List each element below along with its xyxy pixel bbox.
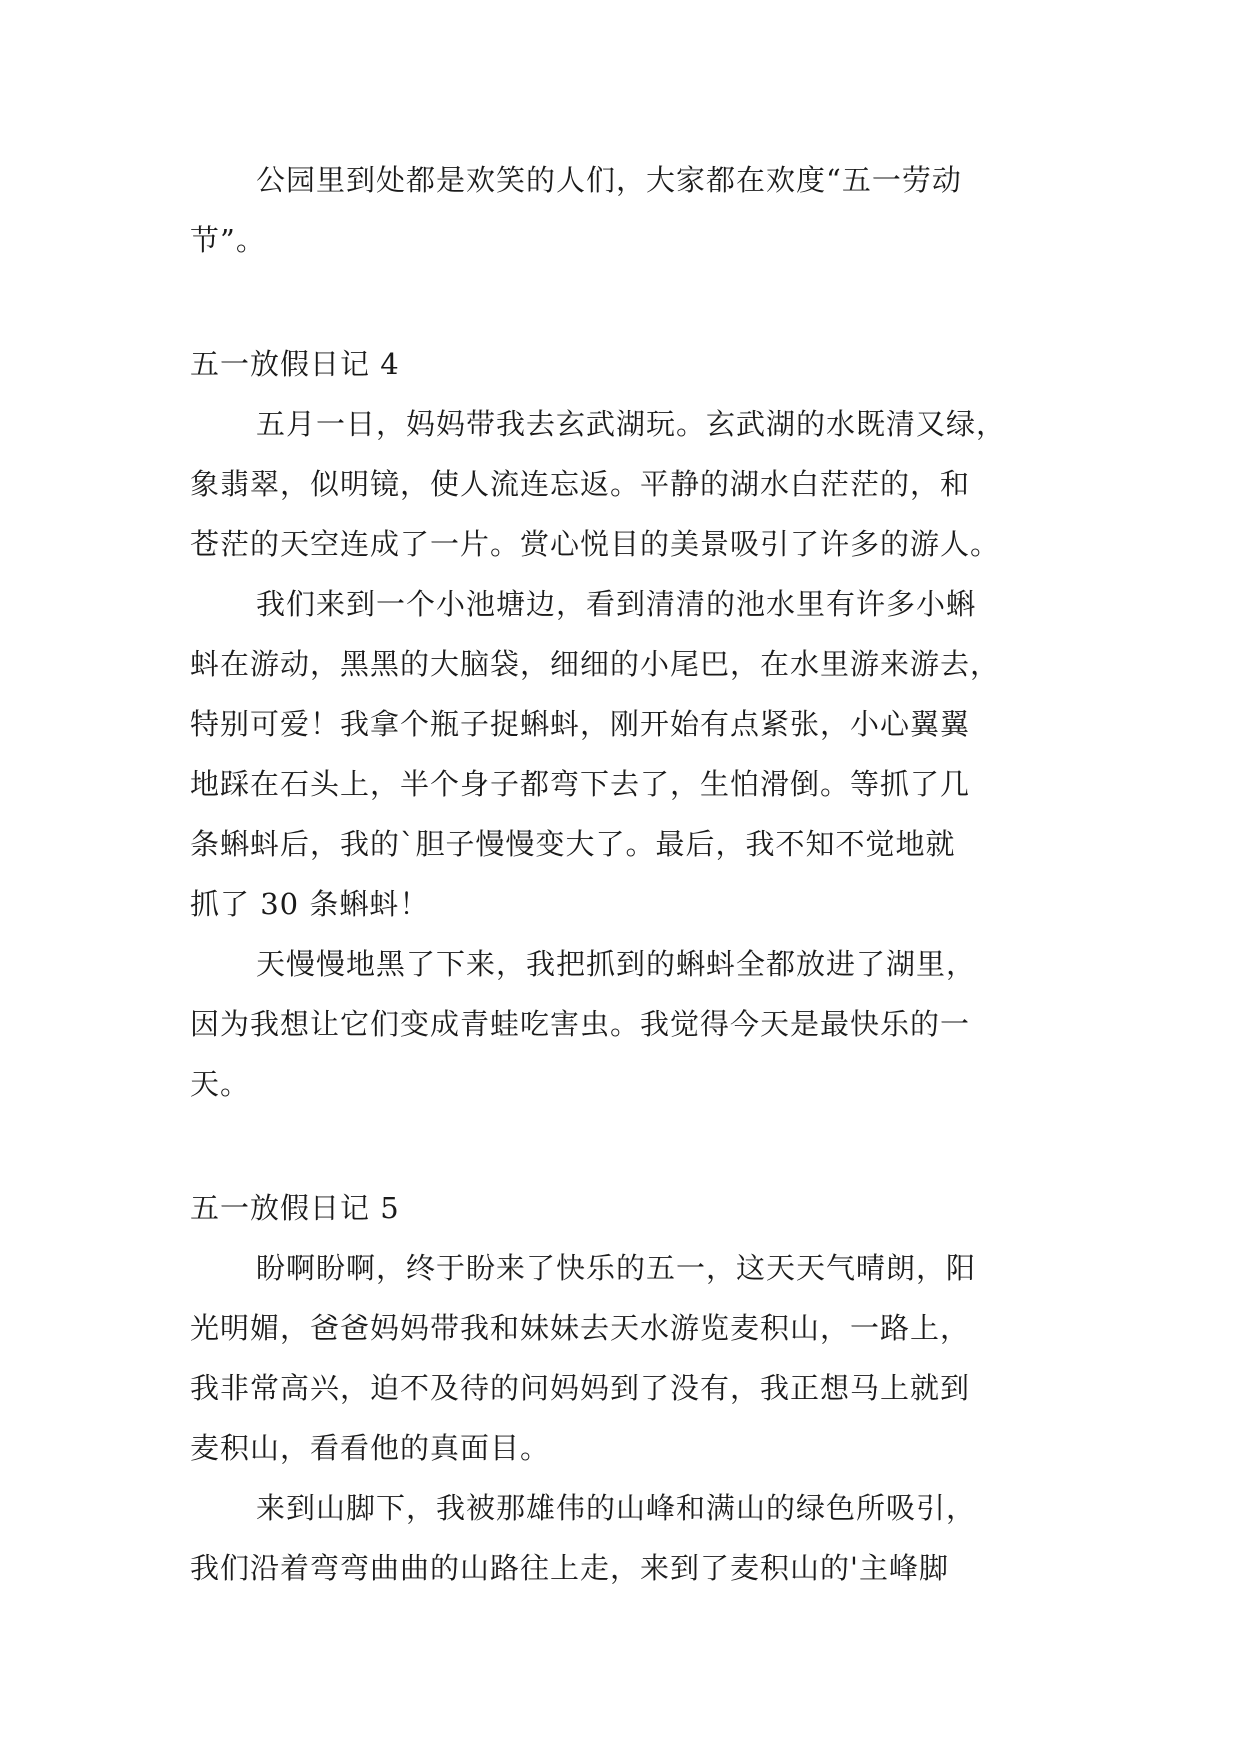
text-line: 节”。 [190, 223, 266, 257]
diary-5-title: 五一放假日记 5 [190, 1191, 400, 1225]
paragraph [190, 150, 1058, 270]
text-line: 盼啊盼啊，终于盼来了快乐的五一，这天天气晴朗，阳 [256, 1251, 977, 1285]
text-line: 我们沿着弯弯曲曲的山路往上走，来到了麦积山的'主峰脚 [190, 1551, 949, 1585]
text-line: 苍茫的天空连成了一片。赏心悦目的美景吸引了许多的游人。 [190, 527, 1001, 561]
text-line: 天慢慢地黑了下来，我把抓到的蝌蚪全都放进了湖里， [256, 947, 977, 981]
text-line: 因为我想让它们变成青蛙吃害虫。我觉得今天是最快乐的一 [190, 1007, 971, 1041]
text-line: 象翡翠，似明镜，使人流连忘返。平静的湖水白茫茫的，和 [190, 467, 971, 501]
text-line: 麦积山，看看他的真面目。 [190, 1431, 551, 1465]
text-line: 我非常高兴，迫不及待的问妈妈到了没有，我正想马上就到 [190, 1371, 971, 1405]
text-line: 光明媚，爸爸妈妈带我和妹妹去天水游览麦积山，一路上， [190, 1311, 971, 1345]
diary-4-title: 五一放假日记 4 [190, 347, 400, 381]
section-gap [190, 270, 1058, 334]
text-line: 地踩在石头上，半个身子都弯下去了，生怕滑倒。等抓了几 [190, 767, 971, 801]
paragraph [190, 934, 1058, 1114]
paragraph [190, 394, 1058, 574]
paragraph [190, 1478, 1058, 1598]
text-line: 天。 [190, 1067, 251, 1101]
text-line: 五月一日，妈妈带我去玄武湖玩。玄武湖的水既清又绿， [256, 407, 1007, 441]
text-line: 条蝌蚪后，我的`胆子慢慢变大了。最后，我不知不觉地就 [190, 827, 956, 861]
text-line: 我们来到一个小池塘边，看到清清的池水里有许多小蝌 [256, 587, 977, 621]
paragraph [190, 574, 1058, 934]
text-line: 抓了 30 条蝌蚪！ [190, 887, 430, 921]
paragraph [190, 1238, 1058, 1478]
section-gap [190, 1114, 1058, 1178]
document-page [190, 150, 1058, 1598]
text-line: 来到山脚下，我被那雄伟的山峰和满山的绿色所吸引， [256, 1491, 977, 1525]
text-line: 公园里到处都是欢笑的人们，大家都在欢度“五一劳动 [256, 163, 962, 197]
text-line: 蚪在游动，黑黑的大脑袋，细细的小尾巴，在水里游来游去， [190, 647, 1001, 681]
text-line: 特别可爱！我拿个瓶子捉蝌蚪，刚开始有点紧张，小心翼翼 [190, 707, 971, 741]
